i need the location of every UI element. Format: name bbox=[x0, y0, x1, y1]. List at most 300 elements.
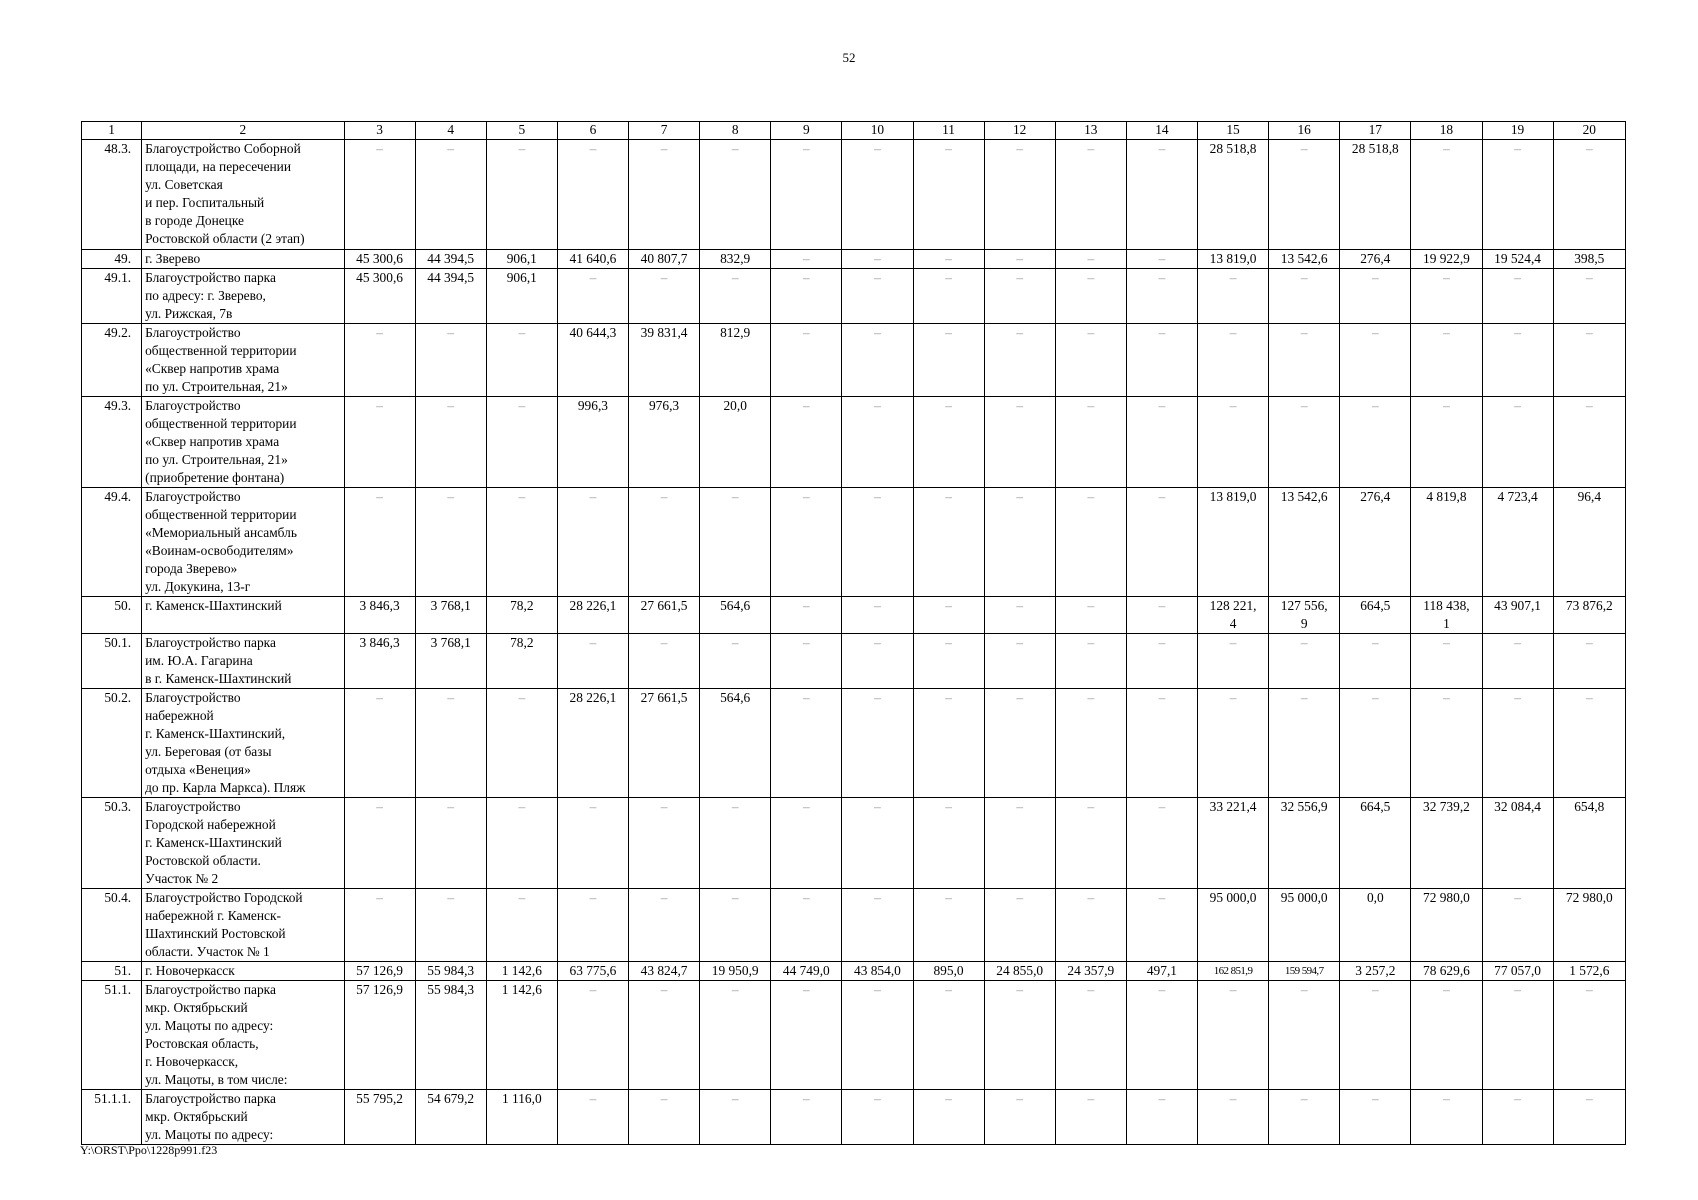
value-cell: – bbox=[1269, 397, 1340, 488]
value-cell: – bbox=[1055, 798, 1126, 889]
value-cell: 32 084,4 bbox=[1482, 798, 1553, 889]
value-cell: 664,5 bbox=[1340, 597, 1411, 634]
budget-table bbox=[81, 121, 1626, 1145]
table-row bbox=[82, 1090, 1626, 1145]
value-cell: – bbox=[1055, 269, 1126, 324]
table-row bbox=[82, 889, 1626, 962]
value-cell: – bbox=[1411, 140, 1482, 250]
row-number: 50.1. bbox=[82, 634, 142, 689]
value-cell: 32 739,2 bbox=[1411, 798, 1482, 889]
value-cell: 24 357,9 bbox=[1055, 962, 1126, 981]
value-cell: – bbox=[1269, 981, 1340, 1090]
value-cell: 664,5 bbox=[1340, 798, 1411, 889]
value-cell: 28 226,1 bbox=[557, 689, 628, 798]
value-cell: – bbox=[344, 324, 415, 397]
value-cell: 398,5 bbox=[1553, 250, 1625, 269]
value-cell: – bbox=[842, 798, 913, 889]
value-cell: 27 661,5 bbox=[629, 689, 700, 798]
value-cell: 564,6 bbox=[700, 597, 771, 634]
row-number: 49.2. bbox=[82, 324, 142, 397]
value-cell: 654,8 bbox=[1553, 798, 1625, 889]
value-cell: – bbox=[700, 269, 771, 324]
row-number: 51.1.1. bbox=[82, 1090, 142, 1145]
value-cell: – bbox=[771, 250, 842, 269]
row-number: 51.1. bbox=[82, 981, 142, 1090]
value-cell: – bbox=[771, 397, 842, 488]
value-cell: – bbox=[1482, 981, 1553, 1090]
value-cell: 40 807,7 bbox=[629, 250, 700, 269]
value-cell: – bbox=[700, 634, 771, 689]
value-cell: – bbox=[1055, 597, 1126, 634]
row-name: Благоустройство общественной территории «Сквер напротив храма по ул. Строительная, 21» (приобретение фонтана) bbox=[142, 397, 344, 488]
value-cell: – bbox=[1055, 889, 1126, 962]
column-number-12: 12 bbox=[984, 122, 1055, 140]
page-number: 52 bbox=[842, 50, 856, 65]
file-path-footer: Y:\ORST\Ppo\1228p991.f23 bbox=[80, 1143, 218, 1157]
value-cell: – bbox=[1055, 488, 1126, 597]
value-cell: – bbox=[913, 250, 984, 269]
value-cell: – bbox=[1340, 634, 1411, 689]
row-name: Благоустройство парка им. Ю.А. Гагарина в г. Каменск-Шахтинский bbox=[142, 634, 344, 689]
value-cell: 72 980,0 bbox=[1411, 889, 1482, 962]
value-cell: – bbox=[1411, 1090, 1482, 1145]
value-cell: – bbox=[771, 689, 842, 798]
table-row bbox=[82, 798, 1626, 889]
value-cell: – bbox=[486, 689, 557, 798]
value-cell: – bbox=[913, 889, 984, 962]
column-number-18: 18 bbox=[1411, 122, 1482, 140]
column-number-17: 17 bbox=[1340, 122, 1411, 140]
value-cell: – bbox=[984, 1090, 1055, 1145]
table-row bbox=[82, 140, 1626, 250]
value-cell: 78,2 bbox=[486, 634, 557, 689]
column-number-16: 16 bbox=[1269, 122, 1340, 140]
value-cell: 44 394,5 bbox=[415, 250, 486, 269]
value-cell: – bbox=[415, 798, 486, 889]
value-cell: – bbox=[913, 324, 984, 397]
value-cell: 57 126,9 bbox=[344, 981, 415, 1090]
value-cell: – bbox=[1269, 1090, 1340, 1145]
value-cell: – bbox=[1126, 397, 1197, 488]
value-cell: 3 768,1 bbox=[415, 597, 486, 634]
value-cell: – bbox=[1482, 324, 1553, 397]
value-cell: – bbox=[913, 1090, 984, 1145]
value-cell: – bbox=[984, 889, 1055, 962]
value-cell: 96,4 bbox=[1553, 488, 1625, 597]
value-cell: – bbox=[1126, 981, 1197, 1090]
value-cell: 13 819,0 bbox=[1198, 488, 1269, 597]
value-cell: 564,6 bbox=[700, 689, 771, 798]
value-cell: 976,3 bbox=[629, 397, 700, 488]
value-cell: – bbox=[1055, 250, 1126, 269]
value-cell: 159 594,7 bbox=[1269, 962, 1340, 981]
value-cell: 1 142,6 bbox=[486, 962, 557, 981]
value-cell: 33 221,4 bbox=[1198, 798, 1269, 889]
value-cell: – bbox=[913, 397, 984, 488]
value-cell: – bbox=[771, 889, 842, 962]
value-cell: – bbox=[1055, 397, 1126, 488]
value-cell: 44 394,5 bbox=[415, 269, 486, 324]
value-cell: – bbox=[629, 889, 700, 962]
value-cell: – bbox=[913, 488, 984, 597]
value-cell: – bbox=[1126, 798, 1197, 889]
value-cell: 41 640,6 bbox=[557, 250, 628, 269]
value-cell: – bbox=[1055, 1090, 1126, 1145]
value-cell: – bbox=[913, 981, 984, 1090]
row-name: Благоустройство Городской набережной г. Каменск- Шахтинский Ростовской области. Участок № 1 bbox=[142, 889, 344, 962]
value-cell: – bbox=[1340, 981, 1411, 1090]
value-cell: – bbox=[1198, 689, 1269, 798]
value-cell: – bbox=[1482, 269, 1553, 324]
row-name: Благоустройство парка мкр. Октябрьский ул. Мацоты по адресу: bbox=[142, 1090, 344, 1145]
value-cell: – bbox=[1126, 324, 1197, 397]
value-cell: 276,4 bbox=[1340, 250, 1411, 269]
value-cell: 43 824,7 bbox=[629, 962, 700, 981]
value-cell: 28 518,8 bbox=[1340, 140, 1411, 250]
value-cell: – bbox=[913, 597, 984, 634]
value-cell: 19 950,9 bbox=[700, 962, 771, 981]
value-cell: – bbox=[1340, 689, 1411, 798]
value-cell: 45 300,6 bbox=[344, 250, 415, 269]
value-cell: – bbox=[1269, 634, 1340, 689]
value-cell: 1 572,6 bbox=[1553, 962, 1625, 981]
value-cell: – bbox=[1482, 1090, 1553, 1145]
value-cell: – bbox=[1198, 634, 1269, 689]
value-cell: – bbox=[771, 1090, 842, 1145]
value-cell: 13 542,6 bbox=[1269, 488, 1340, 597]
value-cell: – bbox=[842, 1090, 913, 1145]
column-number-8: 8 bbox=[700, 122, 771, 140]
value-cell: – bbox=[913, 634, 984, 689]
value-cell: 276,4 bbox=[1340, 488, 1411, 597]
value-cell: 39 831,4 bbox=[629, 324, 700, 397]
value-cell: – bbox=[1126, 269, 1197, 324]
value-cell: – bbox=[1411, 269, 1482, 324]
value-cell: 95 000,0 bbox=[1198, 889, 1269, 962]
value-cell: – bbox=[1198, 397, 1269, 488]
value-cell: – bbox=[415, 397, 486, 488]
column-number-5: 5 bbox=[486, 122, 557, 140]
row-name: Благоустройство парка мкр. Октябрьский ул. Мацоты по адресу: Ростовская область, г. Новочеркасск, ул. Мацоты, в том числе: bbox=[142, 981, 344, 1090]
value-cell: – bbox=[557, 488, 628, 597]
value-cell: – bbox=[700, 488, 771, 597]
column-number-4: 4 bbox=[415, 122, 486, 140]
value-cell: – bbox=[1055, 689, 1126, 798]
value-cell: – bbox=[1553, 689, 1625, 798]
value-cell: – bbox=[1340, 397, 1411, 488]
value-cell: 1 116,0 bbox=[486, 1090, 557, 1145]
value-cell: 45 300,6 bbox=[344, 269, 415, 324]
value-cell: – bbox=[486, 140, 557, 250]
row-number: 50.3. bbox=[82, 798, 142, 889]
value-cell: – bbox=[415, 689, 486, 798]
value-cell: 78 629,6 bbox=[1411, 962, 1482, 981]
table-row bbox=[82, 634, 1626, 689]
table-row bbox=[82, 269, 1626, 324]
value-cell: – bbox=[1411, 324, 1482, 397]
value-cell: 3 846,3 bbox=[344, 634, 415, 689]
column-number-2: 2 bbox=[142, 122, 344, 140]
value-cell: – bbox=[842, 488, 913, 597]
value-cell: – bbox=[842, 140, 913, 250]
row-name: Благоустройство общественной территории «Мемориальный ансамбль «Воинам-освободителям» города Зверево» ул. Докукина, 13-г bbox=[142, 488, 344, 597]
value-cell: – bbox=[557, 798, 628, 889]
column-number-20: 20 bbox=[1553, 122, 1625, 140]
value-cell: – bbox=[1340, 1090, 1411, 1145]
row-name: Благоустройство Городской набережной г. Каменск-Шахтинский Ростовской области. Участок № 2 bbox=[142, 798, 344, 889]
value-cell: – bbox=[1482, 634, 1553, 689]
value-cell: – bbox=[1198, 981, 1269, 1090]
row-name: Благоустройство Соборной площади, на пересечении ул. Советская и пер. Госпитальный в городе Донецке Ростовской области (2 этап) bbox=[142, 140, 344, 250]
column-number-9: 9 bbox=[771, 122, 842, 140]
value-cell: – bbox=[557, 981, 628, 1090]
column-number-13: 13 bbox=[1055, 122, 1126, 140]
value-cell: – bbox=[984, 269, 1055, 324]
value-cell: – bbox=[700, 798, 771, 889]
value-cell: – bbox=[842, 689, 913, 798]
value-cell: – bbox=[913, 689, 984, 798]
value-cell: – bbox=[984, 798, 1055, 889]
value-cell: 40 644,3 bbox=[557, 324, 628, 397]
value-cell: 4 819,8 bbox=[1411, 488, 1482, 597]
value-cell: 4 723,4 bbox=[1482, 488, 1553, 597]
column-number-14: 14 bbox=[1126, 122, 1197, 140]
value-cell: 127 556, 9 bbox=[1269, 597, 1340, 634]
value-cell: – bbox=[700, 1090, 771, 1145]
value-cell: 73 876,2 bbox=[1553, 597, 1625, 634]
value-cell: 996,3 bbox=[557, 397, 628, 488]
value-cell: – bbox=[629, 634, 700, 689]
value-cell: – bbox=[486, 397, 557, 488]
value-cell: – bbox=[700, 889, 771, 962]
row-number: 50.2. bbox=[82, 689, 142, 798]
value-cell: – bbox=[344, 889, 415, 962]
value-cell: 24 855,0 bbox=[984, 962, 1055, 981]
value-cell: – bbox=[700, 981, 771, 1090]
value-cell: – bbox=[984, 634, 1055, 689]
value-cell: – bbox=[629, 981, 700, 1090]
value-cell: 28 518,8 bbox=[1198, 140, 1269, 250]
row-number: 49.3. bbox=[82, 397, 142, 488]
value-cell: – bbox=[771, 597, 842, 634]
value-cell: – bbox=[842, 981, 913, 1090]
value-cell: – bbox=[1198, 269, 1269, 324]
value-cell: – bbox=[557, 634, 628, 689]
value-cell: – bbox=[415, 140, 486, 250]
value-cell: – bbox=[415, 488, 486, 597]
value-cell: – bbox=[629, 798, 700, 889]
row-name: г. Новочеркасск bbox=[142, 962, 344, 981]
value-cell: – bbox=[1340, 324, 1411, 397]
column-number-7: 7 bbox=[629, 122, 700, 140]
value-cell: – bbox=[1411, 397, 1482, 488]
value-cell: – bbox=[771, 634, 842, 689]
value-cell: – bbox=[344, 488, 415, 597]
table-row bbox=[82, 488, 1626, 597]
value-cell: 32 556,9 bbox=[1269, 798, 1340, 889]
value-cell: – bbox=[842, 250, 913, 269]
value-cell: 497,1 bbox=[1126, 962, 1197, 981]
value-cell: 895,0 bbox=[913, 962, 984, 981]
row-name: Благоустройство набережной г. Каменск-Шахтинский, ул. Береговая (от базы отдыха «Венеция» до пр. Карла Маркса). Пляж bbox=[142, 689, 344, 798]
row-number: 49.1. bbox=[82, 269, 142, 324]
value-cell: – bbox=[913, 140, 984, 250]
value-cell: – bbox=[984, 250, 1055, 269]
row-number: 50. bbox=[82, 597, 142, 634]
value-cell: – bbox=[415, 324, 486, 397]
value-cell: – bbox=[629, 1090, 700, 1145]
column-number-19: 19 bbox=[1482, 122, 1553, 140]
value-cell: – bbox=[1126, 488, 1197, 597]
value-cell: – bbox=[984, 597, 1055, 634]
value-cell: – bbox=[700, 140, 771, 250]
table-row bbox=[82, 981, 1626, 1090]
value-cell: – bbox=[913, 798, 984, 889]
value-cell: 1 142,6 bbox=[486, 981, 557, 1090]
value-cell: – bbox=[1411, 634, 1482, 689]
value-cell: – bbox=[1340, 269, 1411, 324]
value-cell: – bbox=[1553, 634, 1625, 689]
value-cell: – bbox=[1411, 981, 1482, 1090]
value-cell: – bbox=[771, 269, 842, 324]
value-cell: – bbox=[771, 324, 842, 397]
row-name: Благоустройство парка по адресу: г. Зверево, ул. Рижская, 7в bbox=[142, 269, 344, 324]
value-cell: – bbox=[629, 488, 700, 597]
value-cell: 27 661,5 bbox=[629, 597, 700, 634]
table-row bbox=[82, 397, 1626, 488]
value-cell: – bbox=[415, 889, 486, 962]
value-cell: 3 768,1 bbox=[415, 634, 486, 689]
row-name: г. Каменск-Шахтинский bbox=[142, 597, 344, 634]
value-cell: – bbox=[1482, 689, 1553, 798]
table-row bbox=[82, 250, 1626, 269]
value-cell: – bbox=[1269, 140, 1340, 250]
value-cell: 77 057,0 bbox=[1482, 962, 1553, 981]
header-row bbox=[82, 122, 1626, 140]
value-cell: 43 907,1 bbox=[1482, 597, 1553, 634]
value-cell: – bbox=[557, 140, 628, 250]
value-cell: – bbox=[984, 981, 1055, 1090]
value-cell: 812,9 bbox=[700, 324, 771, 397]
value-cell: 162 851,9 bbox=[1198, 962, 1269, 981]
value-cell: 55 795,2 bbox=[344, 1090, 415, 1145]
value-cell: – bbox=[842, 597, 913, 634]
value-cell: – bbox=[771, 140, 842, 250]
value-cell: – bbox=[1198, 324, 1269, 397]
value-cell: – bbox=[629, 140, 700, 250]
value-cell: 55 984,3 bbox=[415, 981, 486, 1090]
column-number-11: 11 bbox=[913, 122, 984, 140]
value-cell: – bbox=[842, 889, 913, 962]
value-cell: – bbox=[842, 269, 913, 324]
value-cell: – bbox=[486, 324, 557, 397]
value-cell: – bbox=[842, 324, 913, 397]
value-cell: 43 854,0 bbox=[842, 962, 913, 981]
row-name: г. Зверево bbox=[142, 250, 344, 269]
value-cell: 128 221, 4 bbox=[1198, 597, 1269, 634]
value-cell: 19 922,9 bbox=[1411, 250, 1482, 269]
table-row bbox=[82, 324, 1626, 397]
value-cell: – bbox=[984, 397, 1055, 488]
value-cell: 3 846,3 bbox=[344, 597, 415, 634]
value-cell: 44 749,0 bbox=[771, 962, 842, 981]
value-cell: – bbox=[1198, 1090, 1269, 1145]
value-cell: 55 984,3 bbox=[415, 962, 486, 981]
column-number-10: 10 bbox=[842, 122, 913, 140]
value-cell: – bbox=[1269, 689, 1340, 798]
table-row bbox=[82, 597, 1626, 634]
value-cell: – bbox=[913, 269, 984, 324]
value-cell: – bbox=[1126, 634, 1197, 689]
table-row bbox=[82, 689, 1626, 798]
value-cell: – bbox=[629, 269, 700, 324]
value-cell: – bbox=[771, 981, 842, 1090]
value-cell: – bbox=[1126, 889, 1197, 962]
value-cell: – bbox=[486, 798, 557, 889]
value-cell: – bbox=[1269, 269, 1340, 324]
value-cell: – bbox=[1126, 689, 1197, 798]
value-cell: 906,1 bbox=[486, 250, 557, 269]
column-number-15: 15 bbox=[1198, 122, 1269, 140]
value-cell: – bbox=[1126, 250, 1197, 269]
value-cell: 95 000,0 bbox=[1269, 889, 1340, 962]
value-cell: 72 980,0 bbox=[1553, 889, 1625, 962]
value-cell: – bbox=[1126, 140, 1197, 250]
value-cell: – bbox=[344, 397, 415, 488]
value-cell: – bbox=[1482, 889, 1553, 962]
value-cell: 20,0 bbox=[700, 397, 771, 488]
value-cell: – bbox=[842, 397, 913, 488]
value-cell: – bbox=[1055, 634, 1126, 689]
value-cell: – bbox=[1553, 269, 1625, 324]
value-cell: – bbox=[984, 140, 1055, 250]
value-cell: – bbox=[486, 889, 557, 962]
column-number-1: 1 bbox=[82, 122, 142, 140]
table-row bbox=[82, 962, 1626, 981]
column-number-6: 6 bbox=[557, 122, 628, 140]
row-number: 48.3. bbox=[82, 140, 142, 250]
value-cell: – bbox=[557, 269, 628, 324]
value-cell: 54 679,2 bbox=[415, 1090, 486, 1145]
value-cell: – bbox=[344, 798, 415, 889]
value-cell: 28 226,1 bbox=[557, 597, 628, 634]
value-cell: 13 819,0 bbox=[1198, 250, 1269, 269]
value-cell: – bbox=[1553, 324, 1625, 397]
value-cell: – bbox=[984, 324, 1055, 397]
value-cell: – bbox=[842, 634, 913, 689]
value-cell: 3 257,2 bbox=[1340, 962, 1411, 981]
value-cell: – bbox=[771, 488, 842, 597]
value-cell: – bbox=[344, 689, 415, 798]
value-cell: – bbox=[557, 1090, 628, 1145]
value-cell: – bbox=[1411, 689, 1482, 798]
value-cell: – bbox=[344, 140, 415, 250]
value-cell: 13 542,6 bbox=[1269, 250, 1340, 269]
value-cell: – bbox=[984, 488, 1055, 597]
value-cell: – bbox=[1055, 324, 1126, 397]
value-cell: 0,0 bbox=[1340, 889, 1411, 962]
value-cell: – bbox=[1553, 397, 1625, 488]
value-cell: – bbox=[557, 889, 628, 962]
value-cell: – bbox=[1126, 1090, 1197, 1145]
value-cell: 63 775,6 bbox=[557, 962, 628, 981]
value-cell: 118 438, 1 bbox=[1411, 597, 1482, 634]
row-number: 50.4. bbox=[82, 889, 142, 962]
value-cell: – bbox=[1553, 1090, 1625, 1145]
row-number: 49. bbox=[82, 250, 142, 269]
value-cell: – bbox=[1055, 140, 1126, 250]
value-cell: 78,2 bbox=[486, 597, 557, 634]
